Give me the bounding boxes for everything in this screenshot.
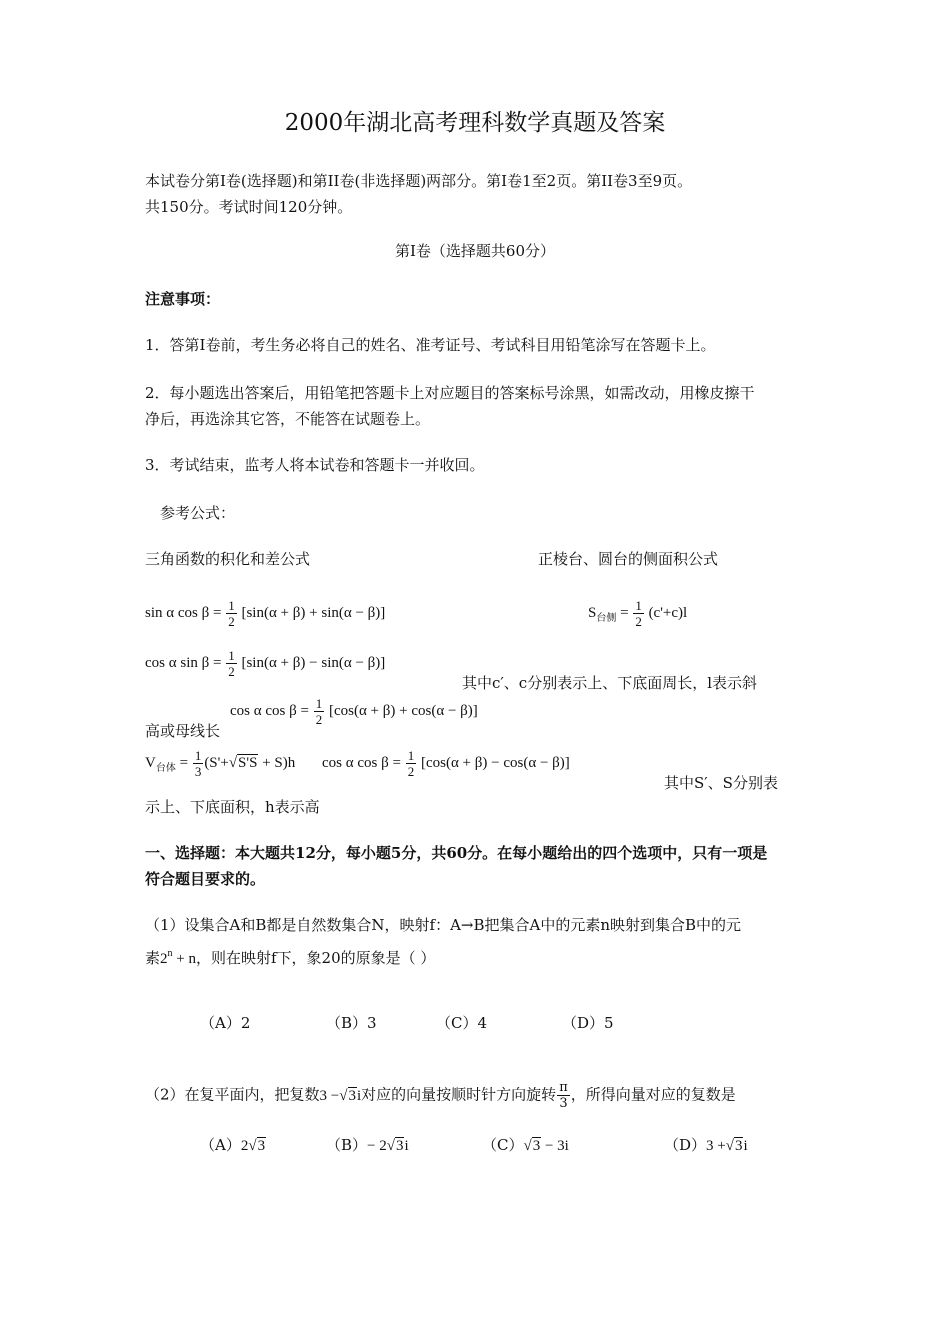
fraction-denominator: 2 — [228, 614, 235, 629]
intro-line-1: 本试卷分第I卷(选择题)和第II卷(非选择题)两部分。第I卷1至2页。第II卷3至9页。 — [145, 172, 693, 190]
expression-part: − 3i — [544, 1138, 569, 1154]
formula-product-to-sum-1 — [145, 598, 385, 629]
formula-lhs: cos α cos β = — [322, 754, 401, 771]
frustum-heading: 正棱台、圆台的侧面积公式 — [538, 550, 719, 568]
formula-subscript: 台体 — [155, 762, 176, 774]
complex-imag-unit: i — [357, 1087, 362, 1104]
intro-line-2: 共150分。考试时间120分钟。 — [145, 198, 353, 216]
expression-part: 3 + — [706, 1138, 726, 1154]
formula-rhs: [cos(α + β) + cos(α − β)] — [328, 702, 478, 719]
formula-heading: 参考公式： — [160, 504, 236, 522]
fraction-numerator: π — [559, 1080, 568, 1095]
fraction-numerator: 1 — [407, 748, 415, 763]
fraction-denominator: 2 — [407, 764, 415, 779]
page-title: 2000年湖北高考理科数学真题及答案 — [284, 110, 666, 136]
fraction-numerator: 1 — [228, 598, 235, 613]
formula-equals: = — [620, 604, 629, 621]
option-expression — [367, 1138, 409, 1154]
notice-item-2: 2．每小题选出答案后，用铅笔把答题卡上对应题目的答案标号涂黑，如需改动，用橡皮擦干 — [145, 384, 755, 402]
formula-symbol: V — [145, 754, 156, 771]
part-one-heading-line-2: 符合题目要求的。 — [145, 870, 266, 888]
formula-lhs: cos α sin β = — [145, 654, 222, 671]
notice-item-3: 3．考试结束，监考人将本试卷和答题卡一并收回。 — [145, 456, 485, 474]
expression-part: − 2 — [367, 1138, 387, 1154]
question-1-option-a: （A）2 — [200, 1014, 251, 1032]
question-2-option-b — [326, 1134, 409, 1155]
fraction-denominator: 3 — [194, 764, 202, 779]
formula-subscript: 台侧 — [596, 612, 617, 624]
radicand: 3 — [257, 1138, 266, 1154]
trig-heading: 三角函数的积化和差公式 — [145, 550, 311, 568]
square-root: √3 — [725, 1138, 743, 1154]
fraction — [193, 748, 204, 779]
expression-part: 2 — [240, 1138, 249, 1154]
question-2-option-d — [664, 1134, 748, 1155]
formula-rhs: [cos(α + β) − cos(α − β)] — [420, 754, 570, 771]
formula-part: + S)h — [262, 754, 296, 771]
formula-symbol: S — [588, 604, 597, 621]
formula-product-to-sum-3 — [230, 696, 478, 727]
formula-lateral-area — [588, 598, 687, 629]
square-root: √3 — [339, 1087, 356, 1104]
question-1-expression — [160, 948, 196, 967]
radicand: 3 — [348, 1087, 356, 1104]
question-1-option-d: （D）5 — [562, 1014, 614, 1032]
square-root: √3 — [248, 1138, 266, 1154]
part-one-heading-line-1: 一、选择题：本大题共12分，每小题5分，共60分。在每小题给出的四个选项中，只有一项是 — [145, 844, 768, 862]
option-expression — [241, 1138, 266, 1154]
question-1-suffix: ，则在映射f下，象20的原象是（ ） — [195, 949, 436, 967]
square-root: √S'S — [228, 754, 258, 771]
question-1-option-b: （B）3 — [326, 1014, 377, 1032]
notice-item-2-cont: 净后，再选涂其它答，不能答在试题卷上。 — [145, 410, 431, 428]
fraction — [314, 696, 325, 727]
fraction — [557, 1080, 570, 1111]
explanation-volume-b: 示上、下底面积，h表示高 — [145, 798, 320, 816]
complex-real: 3 − — [319, 1087, 340, 1104]
formula-lhs: cos α cos β = — [230, 702, 309, 719]
section-heading: 第I卷（选择题共60分） — [394, 242, 555, 260]
option-label: （D） — [664, 1136, 707, 1154]
fraction-denominator: 2 — [315, 712, 323, 727]
formula-equals: = — [179, 754, 189, 771]
explanation-lateral-a: 其中c′、c分别表示上、下底面周长，l表示斜 — [462, 674, 758, 692]
formula-rhs: (c'+c)l — [648, 604, 688, 621]
fraction — [226, 648, 237, 679]
formula-rhs: [sin(α + β) − sin(α − β)] — [241, 654, 386, 671]
question-1-prefix: 素 — [145, 949, 161, 967]
fraction-denominator: 3 — [559, 1096, 568, 1111]
notice-item-1: 1．答第I卷前，考生务必将自己的姓名、准考证号、考试科目用铅笔涂写在答题卡上。 — [145, 336, 716, 354]
notice-heading: 注意事项： — [145, 290, 221, 308]
question-1-option-c: （C）4 — [436, 1014, 488, 1032]
question-2-middle: 对应的向量按顺时针方向旋转 — [361, 1085, 557, 1104]
formula-part: (S'+ — [204, 754, 229, 771]
question-2-option-a — [200, 1134, 266, 1155]
fraction-denominator: 2 — [635, 614, 642, 629]
formula-volume — [145, 748, 295, 779]
formula-lhs: sin α cos β = — [145, 604, 222, 621]
expression-part: i — [404, 1138, 409, 1154]
explanation-volume-a: 其中S′、S分别表 — [664, 774, 778, 792]
fraction — [633, 598, 644, 629]
radicand: S'S — [238, 754, 258, 771]
fraction-numerator: 1 — [228, 648, 235, 663]
question-2-complex-number — [320, 1088, 362, 1104]
explanation-lateral-b: 高或母线长 — [145, 722, 221, 740]
option-label: （A） — [200, 1136, 241, 1154]
formula-product-to-sum-2 — [145, 648, 385, 679]
fraction-numerator: 1 — [315, 696, 323, 711]
square-root: √3 — [523, 1138, 541, 1154]
fraction-numerator: 1 — [635, 598, 642, 613]
fraction-numerator: 1 — [194, 748, 202, 763]
expression-tail: + n — [176, 951, 196, 967]
question-2-line — [145, 1080, 736, 1111]
radicand: 3 — [734, 1138, 743, 1154]
radicand: 3 — [532, 1138, 541, 1154]
option-expression — [523, 1138, 568, 1154]
expression-base: 2 — [160, 951, 168, 967]
formula-product-to-sum-4 — [322, 748, 570, 779]
option-expression — [706, 1138, 748, 1154]
fraction — [406, 748, 417, 779]
question-1-line-2 — [145, 940, 435, 973]
expression-part: i — [743, 1138, 748, 1154]
option-label: （B） — [326, 1136, 368, 1154]
square-root: √3 — [386, 1138, 404, 1154]
question-2-prefix: （2）在复平面内，把复数 — [145, 1085, 320, 1104]
fraction — [226, 598, 237, 629]
option-label: （C） — [482, 1136, 524, 1154]
question-1-line-1: （1）设集合A和B都是自然数集合N，映射f：A→B把集合A中的元素n映射到集合B中的元 — [145, 916, 742, 934]
question-2-option-c — [482, 1134, 569, 1155]
radicand: 3 — [395, 1138, 404, 1154]
formula-rhs: [sin(α + β) + sin(α − β)] — [241, 604, 386, 621]
fraction-denominator: 2 — [228, 664, 235, 679]
question-2-suffix: ，所得向量对应的复数是 — [570, 1085, 736, 1104]
expression-exponent: n — [167, 948, 173, 959]
